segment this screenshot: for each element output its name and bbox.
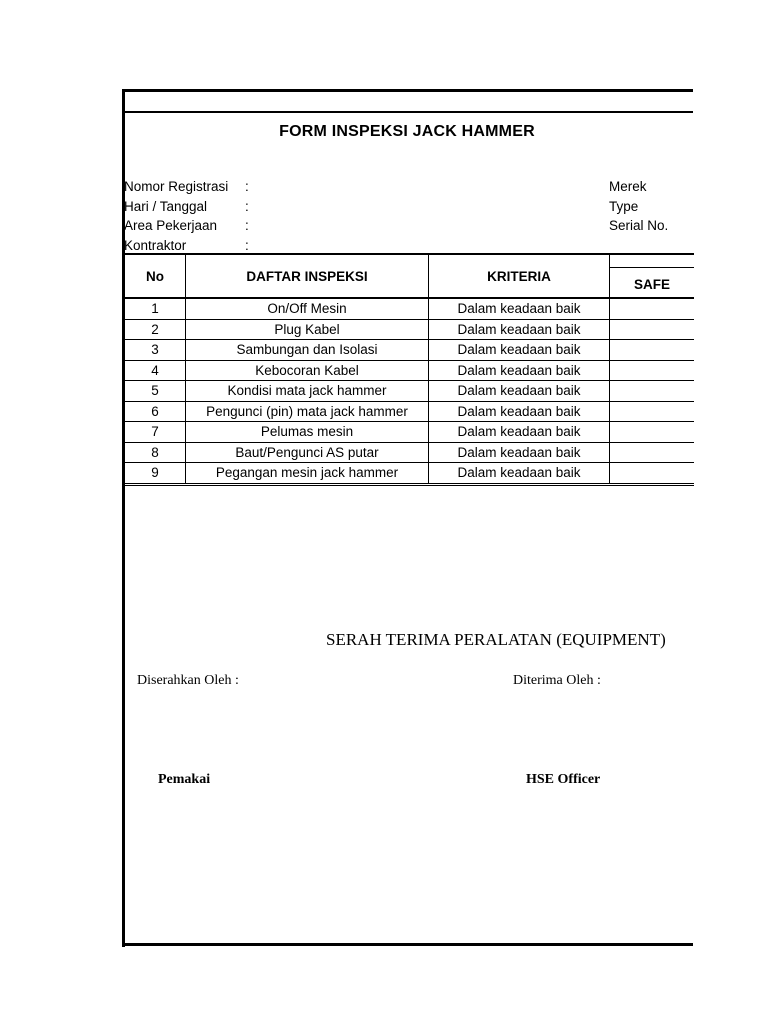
row-no: 9 bbox=[125, 463, 186, 485]
table-row bbox=[125, 298, 695, 319]
row-item: On/Off Mesin bbox=[186, 298, 429, 319]
row-criteria: Dalam keadaan baik bbox=[429, 360, 610, 381]
row-criteria: Dalam keadaan baik bbox=[429, 463, 610, 485]
right-field-labels bbox=[609, 177, 668, 236]
row-criteria: Dalam keadaan baik bbox=[429, 381, 610, 402]
row-item: Pegangan mesin jack hammer bbox=[186, 463, 429, 485]
field-colons bbox=[245, 177, 249, 255]
row-safe-cell[interactable] bbox=[610, 381, 695, 402]
received-by-label: Diterima Oleh : bbox=[513, 673, 601, 688]
field-type: Type bbox=[609, 198, 639, 214]
given-by-label: Diserahkan Oleh : bbox=[137, 673, 239, 688]
row-criteria: Dalam keadaan baik bbox=[429, 340, 610, 361]
form-title: FORM INSPEKSI JACK HAMMER bbox=[279, 123, 535, 140]
table-row bbox=[125, 463, 695, 485]
row-safe-cell[interactable] bbox=[610, 298, 695, 319]
table-row bbox=[125, 442, 695, 463]
table-row bbox=[125, 360, 695, 381]
row-safe-cell[interactable] bbox=[610, 422, 695, 443]
inspection-table bbox=[124, 253, 694, 486]
row-safe-cell[interactable] bbox=[610, 401, 695, 422]
field-serial-no: Serial No. bbox=[609, 218, 669, 233]
header-safe-label: SAFE bbox=[633, 277, 670, 292]
colon: : bbox=[245, 218, 249, 233]
table-row bbox=[125, 381, 695, 402]
row-safe-cell[interactable] bbox=[610, 442, 695, 463]
row-criteria: Dalam keadaan baik bbox=[429, 422, 610, 443]
table-row bbox=[125, 319, 695, 340]
row-criteria: Dalam keadaan baik bbox=[429, 401, 610, 422]
row-criteria: Dalam keadaan baik bbox=[429, 319, 610, 340]
row-no: 5 bbox=[125, 381, 186, 402]
row-item: Kebocoran Kabel bbox=[186, 360, 429, 381]
row-criteria: Dalam keadaan baik bbox=[429, 442, 610, 463]
colon: : bbox=[245, 198, 249, 214]
header-divider bbox=[610, 267, 694, 268]
field-merek: Merek bbox=[609, 179, 647, 194]
row-item: Plug Kabel bbox=[186, 319, 429, 340]
row-item: Baut/Pengunci AS putar bbox=[186, 442, 429, 463]
row-no: 2 bbox=[125, 319, 186, 340]
row-safe-cell[interactable] bbox=[610, 463, 695, 485]
row-no: 6 bbox=[125, 401, 186, 422]
row-no: 7 bbox=[125, 422, 186, 443]
field-area-pekerjaan: Area Pekerjaan bbox=[124, 218, 218, 233]
header-kriteria: KRITERIA bbox=[429, 254, 610, 298]
row-item: Kondisi mata jack hammer bbox=[186, 381, 429, 402]
row-criteria: Dalam keadaan baik bbox=[429, 298, 610, 319]
row-item: Pelumas mesin bbox=[186, 422, 429, 443]
row-safe-cell[interactable] bbox=[610, 360, 695, 381]
colon: : bbox=[245, 237, 249, 253]
hse-officer-signature-label: HSE Officer bbox=[526, 772, 601, 787]
row-item: Sambungan dan Isolasi bbox=[186, 340, 429, 361]
field-nomor-registrasi: Nomor Registrasi bbox=[124, 179, 229, 194]
table-row bbox=[125, 401, 695, 422]
row-item: Pengunci (pin) mata jack hammer bbox=[186, 401, 429, 422]
row-no: 4 bbox=[125, 360, 186, 381]
frame-header-line bbox=[124, 111, 693, 113]
row-safe-cell[interactable] bbox=[610, 340, 695, 361]
table-row bbox=[125, 340, 695, 361]
frame-bottom-border bbox=[122, 943, 693, 946]
header-no: No bbox=[125, 254, 186, 298]
row-no: 1 bbox=[125, 298, 186, 319]
header-safe bbox=[610, 254, 695, 298]
user-signature-label: Pemakai bbox=[158, 772, 211, 787]
header-daftar-inspeksi: DAFTAR INSPEKSI bbox=[186, 254, 429, 298]
row-no: 3 bbox=[125, 340, 186, 361]
field-hari-tanggal: Hari / Tanggal bbox=[124, 198, 208, 214]
handover-title: SERAH TERIMA PERALATAN (EQUIPMENT) bbox=[326, 630, 666, 649]
colon: : bbox=[245, 179, 249, 194]
table-row bbox=[125, 422, 695, 443]
field-kontraktor: Kontraktor bbox=[124, 237, 187, 253]
frame-top-border bbox=[122, 89, 693, 92]
table-header-row bbox=[125, 254, 695, 298]
row-no: 8 bbox=[125, 442, 186, 463]
row-safe-cell[interactable] bbox=[610, 319, 695, 340]
left-field-labels bbox=[124, 177, 228, 255]
